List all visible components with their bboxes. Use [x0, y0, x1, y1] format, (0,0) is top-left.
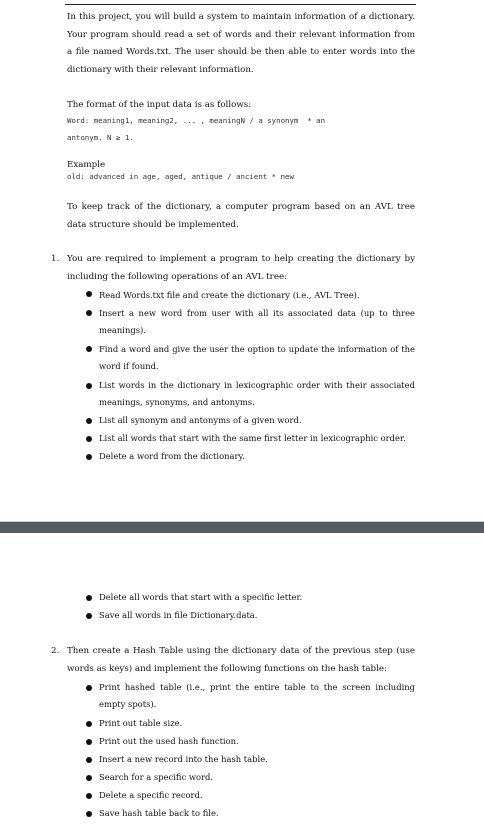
list-item: Search for a specific word.	[99, 772, 214, 782]
section-1-number: 1.	[51, 254, 60, 264]
bullet-icon	[86, 613, 92, 619]
bullet-icon	[86, 454, 92, 460]
bullet-icon	[86, 346, 92, 352]
document-page-2	[0, 533, 484, 832]
intro-paragraph: In this project, you will build a system to maintain information of a dictionary. Your program should read a set of words and their relevant information from a file named Words.txt. The user should be then able to enter words into the dictionary with their relevant information.	[67, 12, 415, 76]
list-item: Print out the used hash function.	[99, 736, 239, 746]
avl-note: To keep track of the dictionary, a computer program based on an AVL tree data structure should be implemented.	[67, 202, 415, 230]
bullet-icon	[86, 757, 92, 763]
bullet-icon	[86, 721, 92, 727]
bullet-icon	[86, 383, 92, 389]
list-item: Read Words.txt file and create the dictionary (i.e., AVL Tree).	[99, 290, 360, 300]
bullet-icon	[86, 793, 92, 799]
bullet-icon	[86, 685, 92, 691]
example-heading: Example	[67, 160, 106, 170]
bullet-icon	[86, 310, 92, 316]
list-item: Print out table size.	[99, 718, 183, 728]
top-rule	[65, 4, 416, 5]
list-item: Find a word and give the user the option to update the information of the word if found.	[99, 344, 415, 372]
format-line-2: antonym. N ≥ 1.	[67, 133, 134, 142]
list-item: Save all words in file Dictionary.data.	[99, 610, 258, 620]
section-1-text: You are required to implement a program to help creating the dictionary by including the following operations of an AVL tree:	[67, 254, 415, 282]
bullet-icon	[86, 739, 92, 745]
list-item: Print hashed table (i.e., print the entire table to the screen including empty spots).	[99, 682, 415, 710]
bullet-icon	[86, 418, 92, 424]
list-item: List all synonym and antonyms of a given word.	[99, 415, 302, 425]
list-item: List all words that start with the same first letter in lexicographic order.	[99, 433, 406, 443]
bullet-icon	[86, 811, 92, 817]
bullet-icon	[86, 775, 92, 781]
list-item: Delete all words that start with a specific letter.	[99, 592, 303, 602]
format-heading: The format of the input data is as follows:	[67, 100, 252, 110]
bullet-icon	[86, 436, 92, 442]
example-line: old: advanced in age, aged, antique / ancient * new	[67, 172, 294, 181]
format-line-1: Word: meaning1, meaning2, ... , meaningN / a synonym * an	[67, 116, 326, 125]
list-item: Delete a word from the dictionary.	[99, 451, 245, 461]
list-item: Insert a new word from user with all its associated data (up to three meanings).	[99, 308, 415, 336]
list-item: Save hash table back to file.	[99, 808, 219, 818]
page-separator	[0, 521, 484, 533]
bullet-icon	[86, 291, 92, 297]
list-item: Insert a new record into the hash table.	[99, 754, 268, 764]
section-2-text: Then create a Hash Table using the dictionary data of the previous step (use words as keys) and implement the following functions on the hash table:	[67, 646, 415, 674]
list-item: List words in the dictionary in lexicographic order with their associated meanings, synonyms, and antonyms.	[99, 380, 415, 408]
section-2-number: 2.	[51, 646, 60, 656]
list-item: Delete a specific record.	[99, 790, 203, 800]
bullet-icon	[86, 595, 92, 601]
